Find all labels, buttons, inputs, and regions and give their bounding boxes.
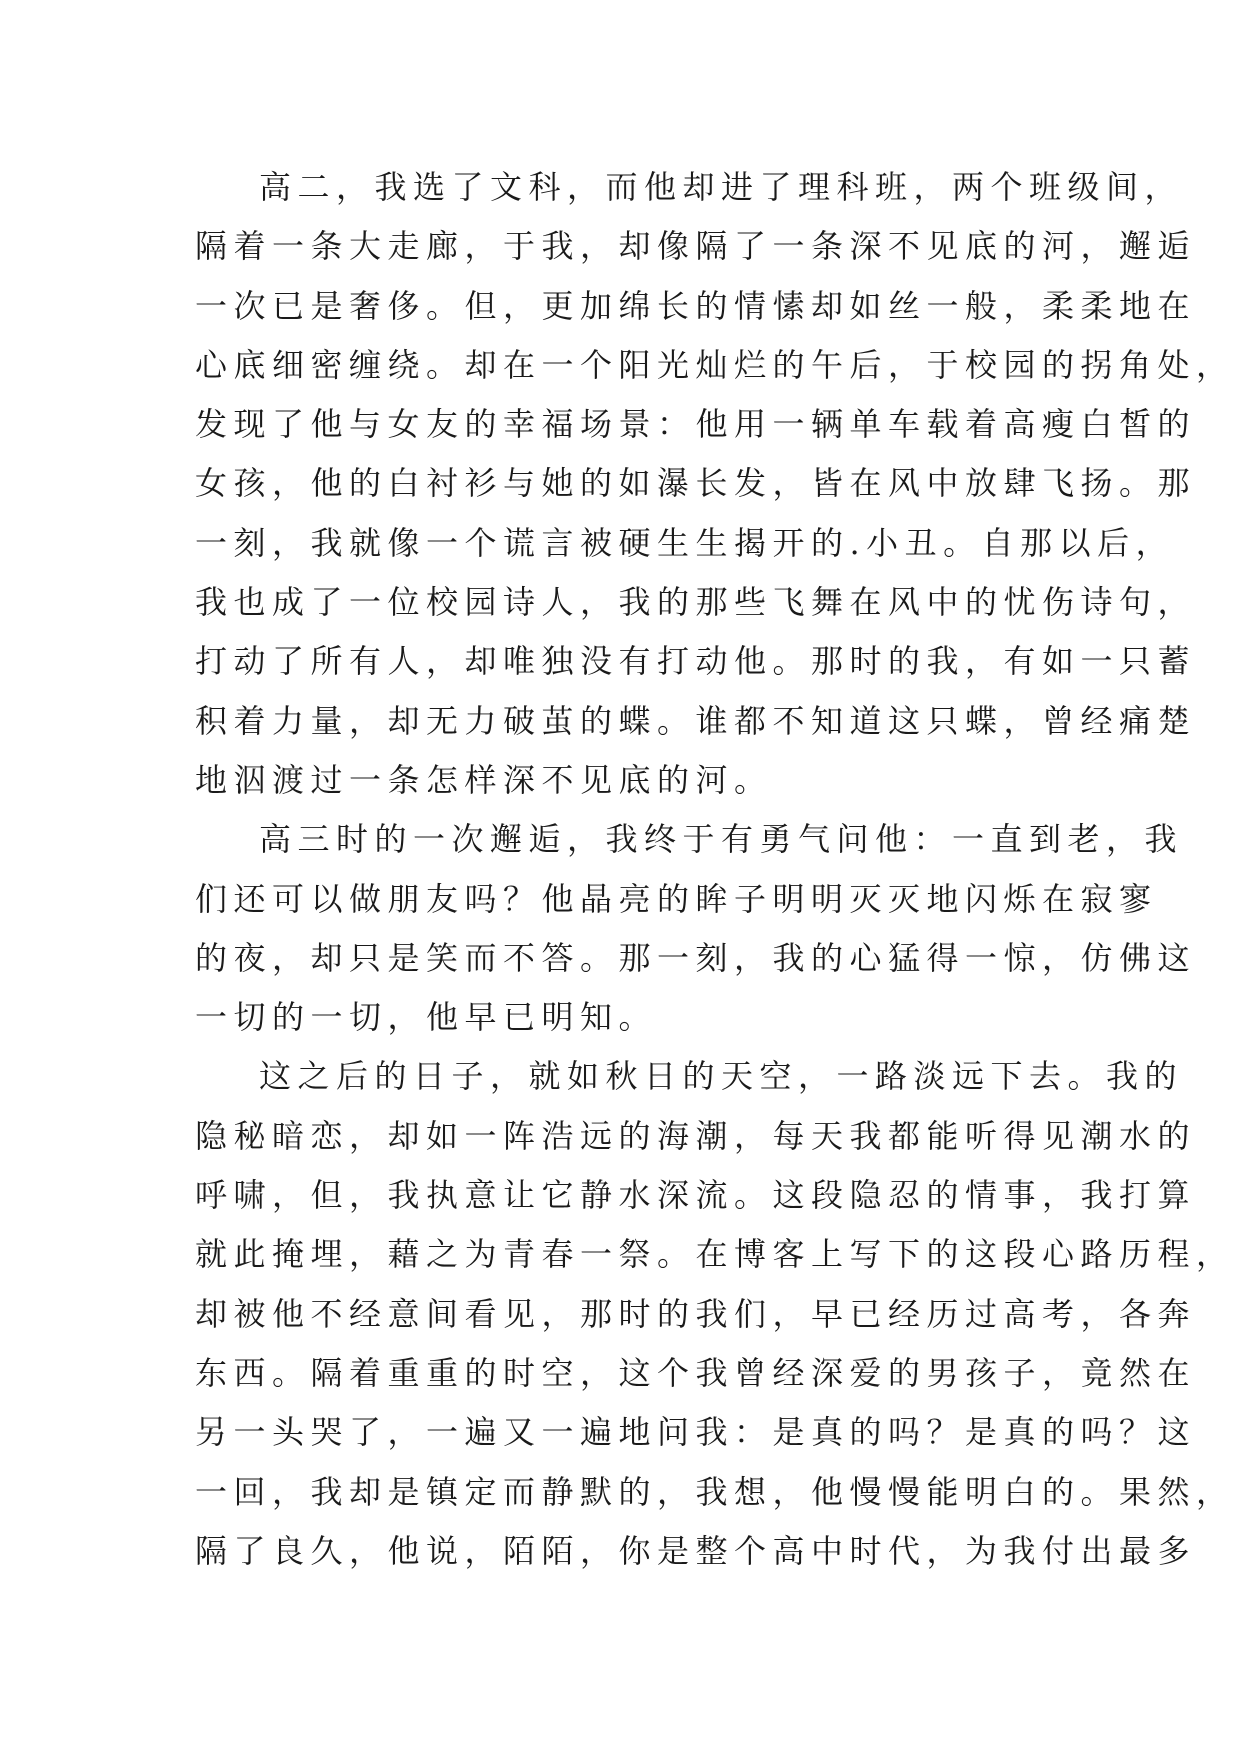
text-line: 就此掩埋，藉之为青春一祭。在博客上写下的这段心路历程， [195, 1235, 1235, 1274]
text-line: 隔了良久，他说，陌陌，你是整个高中时代，为我付出最多 [195, 1531, 1197, 1570]
paragraph-2 [195, 810, 1197, 1047]
text-line: 地泅渡过一条怎样深不见底的河。 [195, 760, 773, 799]
text-line: 一刻，我就像一个谎言被硬生生揭开的.小丑。自那以后， [195, 523, 1175, 562]
text-line: 打动了所有人，却唯独没有打动他。那时的我，有如一只蓄 [195, 642, 1197, 681]
text-line: 一回，我却是镇定而静默的，我想，他慢慢能明白的。果然， [195, 1472, 1235, 1511]
text-line: 心底细密缠绕。却在一个阳光灿烂的午后，于校园的拐角处， [195, 345, 1235, 384]
text-line: 隐秘暗恋，却如一阵浩远的海潮，每天我都能听得见潮水的 [195, 1116, 1197, 1155]
text-line: 一切的一切，他早已明知。 [195, 998, 658, 1037]
text-line: 却被他不经意间看见，那时的我们，早已经历过高考，各奔 [195, 1294, 1197, 1333]
body-text [195, 158, 1235, 1581]
text-line: 东西。隔着重重的时空，这个我曾经深爱的男孩子，竟然在 [195, 1353, 1197, 1392]
text-line: 高三时的一次邂逅，我终于有勇气问他：一直到老，我 [259, 820, 1184, 859]
text-line: 们还可以做朋友吗？他晶亮的眸子明明灭灭地闪烁在寂寥 [195, 879, 1158, 918]
paragraph-1 [195, 158, 1235, 810]
text-line: 一次已是奢侈。但，更加绵长的情愫却如丝一般，柔柔地在 [195, 286, 1197, 325]
text-line: 发现了他与女友的幸福场景：他用一辆单车载着高瘦白皙的 [195, 405, 1197, 444]
text-line: 高二，我选了文科，而他却进了理科班，两个班级间， [259, 168, 1184, 206]
text-line: 我也成了一位校园诗人，我的那些飞舞在风中的忧伤诗句， [195, 583, 1197, 622]
text-line: 呼啸，但，我执意让它静水深流。这段隐忍的情事，我打算 [195, 1176, 1197, 1215]
paragraph-3 [195, 1047, 1235, 1581]
text-line: 另一头哭了，一遍又一遍地问我：是真的吗？是真的吗？这 [195, 1413, 1197, 1452]
text-line: 女孩，他的白衬衫与她的如瀑长发，皆在风中放肆飞扬。那 [195, 464, 1197, 503]
text-line: 隔着一条大走廊，于我，却像隔了一条深不见底的河，邂逅 [195, 227, 1197, 266]
text-line: 的夜，却只是笑而不答。那一刻，我的心猛得一惊，仿佛这 [195, 938, 1197, 977]
text-line: 积着力量，却无力破茧的蝶。谁都不知道这只蝶，曾经痛楚 [195, 701, 1197, 740]
text-line: 这之后的日子，就如秋日的天空，一路淡远下去。我的 [259, 1057, 1184, 1096]
